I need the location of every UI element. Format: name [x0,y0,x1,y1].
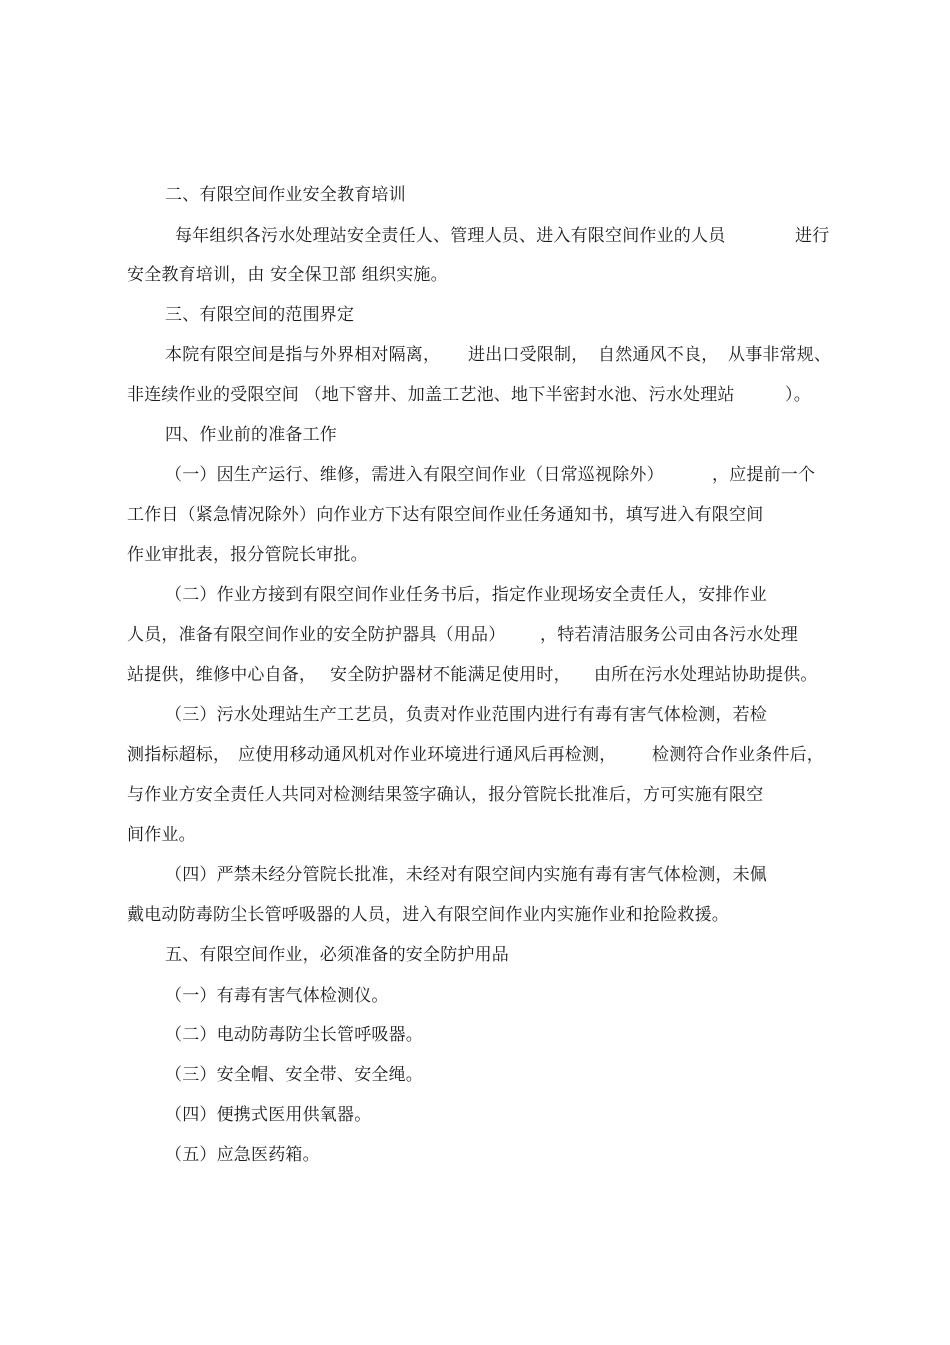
paragraph-line: ，应提前一个 [712,465,816,485]
paragraph-line: 测指标超标， [127,745,231,765]
paragraph-line: 进出口受限制， [468,345,589,365]
paragraph-line: 非连续作业的受限空间 （地下窨井、加盖工艺池、地下半密封水池、污水处理站 [127,385,735,405]
section-heading: 四、作业前的准备工作 [165,425,337,445]
paragraph-line: （一）因生产运行、维修，需进入有限空间作业（日常巡视除外） [165,465,664,485]
paragraph-line: 人员，准备有限空间作业的安全防护器具（用品） [127,625,506,645]
paragraph-line: 进行 [795,226,830,246]
paragraph-line: 工作日（紧急情况除外）向作业方下达有限空间作业任务通知书，填写进入有限空间 [127,505,764,525]
paragraph-line: 间作业。 [127,825,196,845]
section-heading: 二、有限空间作业安全教育培训 [165,185,406,205]
paragraph-line: 从事非常规、 [728,345,832,365]
paragraph-line: （二）作业方接到有限空间作业任务书后，指定作业现场安全责任人，安排作业 [165,585,767,605]
paragraph-line: 每年组织各污水处理站安全责任人、管理人员、进入有限空间作业的人员 [175,226,726,246]
list-item: （一）有毒有害气体检测仪。 [165,986,389,1006]
paragraph-line: 戴电动防毒防尘长管呼吸器的人员，进入有限空间作业内实施作业和抢险救援。 [127,905,729,925]
paragraph-line: 与作业方安全责任人共同对检测结果签字确认，报分管院长批准后，方可实施有限空 [127,785,764,805]
section-heading: 五、有限空间作业，必须准备的安全防护用品 [165,945,509,965]
paragraph-line: 检测符合作业条件后， [652,745,824,765]
list-item: （五）应急医药箱。 [165,1145,320,1165]
paragraph-line: 应使用移动通风机对作业环境进行通风后再检测， [238,745,617,765]
paragraph-line: 自然通风不良， [598,345,719,365]
list-item: （三）安全帽、安全带、安全绳。 [165,1065,423,1085]
paragraph-line: 站提供，维修中心自备， [127,665,317,685]
paragraph-line: ）。 [785,385,811,405]
list-item: （二）电动防毒防尘长管呼吸器。 [165,1025,423,1045]
paragraph-line: （四）严禁未经分管院长批准，未经对有限空间内实施有毒有害气体检测，未佩 [165,865,767,885]
paragraph-line: 作业审批表，报分管院长审批。 [127,545,368,565]
list-item: （四）便携式医用供氧器。 [165,1105,372,1125]
paragraph-line: 本院有限空间是指与外界相对隔离， [165,345,441,365]
paragraph-line: 由所在污水处理站协助提供。 [594,665,818,685]
paragraph-line: ，特若清洁服务公司由各污水处理 [540,625,798,645]
paragraph-line: 安全教育培训，由 安全保卫部 组织实施。 [127,265,448,285]
section-heading: 三、有限空间的范围界定 [165,305,355,325]
paragraph-line: （三）污水处理站生产工艺员，负责对作业范围内进行有毒有害气体检测，若检 [165,705,767,725]
paragraph-line: 安全防护器材不能满足使用时， [330,665,571,685]
